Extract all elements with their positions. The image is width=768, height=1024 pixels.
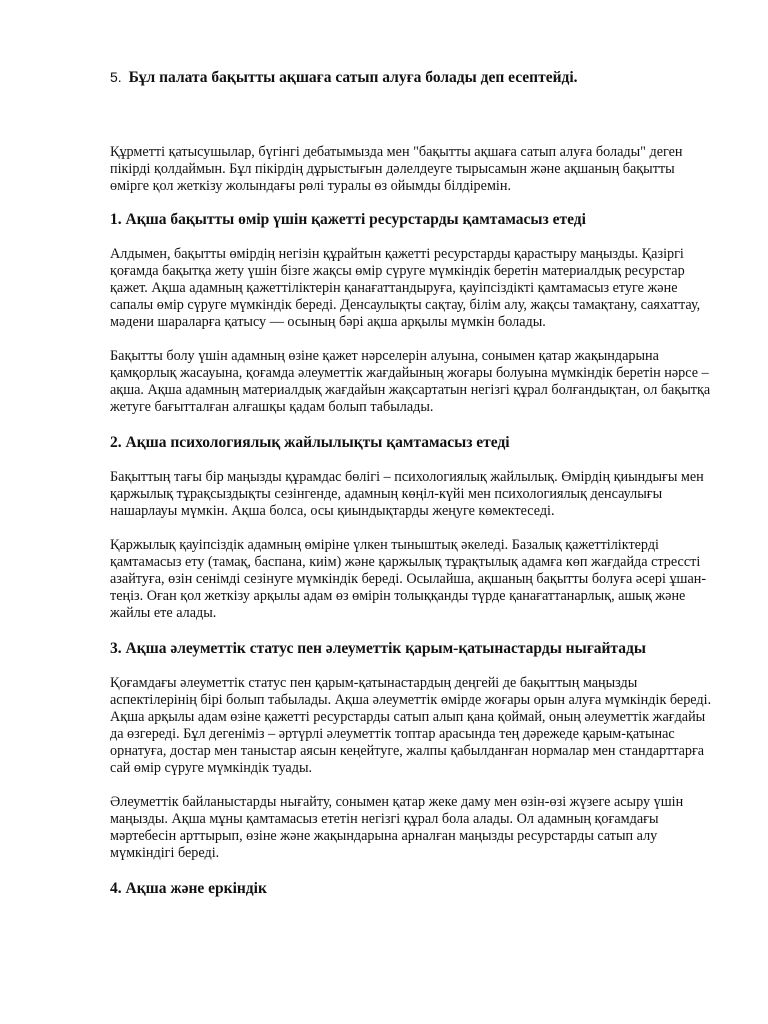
section-1-paragraph-1: Алдымен, бақытты өмірдің негізін құрайтын қажетті ресурстарды қарастыру маңызды. Қазіргі қоғамда бақытқа жету үшін бізге жақсы өмір сүруге мүмкіндік беретін материалдық ресурстар қажет. Ақша адамның қажеттіліктерін қанағаттандыруға, қауіпсіздікті қамтамасыз етуге және сапалы өмір сүруге мүмкіндік береді. Денсаулықты сақтау, білім алу, жақсы тамақтану, саяхаттау, мәдени шараларға қатысу — осының бәрі ақша арқылы мүмкін болады. xyxy=(110,246,701,330)
section-2-paragraph-2: Қаржылық қауіпсіздік адамның өміріне үлкен тыныштық әкеледі. Базалық қажеттіліктерді қамтамасыз ету (тамақ, баспана, киім) және қаржылық тұрақтылық адамға көп жағдайда стрессті азайтуға, өзін сенімді сезінуге мүмкіндік береді. Осылайша, ақшаның бақытты болуға әсері ұшан-теңіз. Оған қол жеткізу арқылы адам өз өмірін толыққанды түрде қанағаттанарлық, ашық және жайлы ете алады. xyxy=(110,537,707,621)
document-page xyxy=(110,66,712,915)
section-4-heading: 4. Ақша және еркіндік xyxy=(110,880,267,897)
section-1-paragraph-2: Бақытты болу үшін адамның өзіне қажет нәрселерін алуына, сонымен қатар жақындарына қамқорлық жасауына, қоғамда әлеуметтік жағдайының жоғары болуына мүмкіндік беретін нәрсе – ақша. Ақша адамның материалдық жағдайын жақсартатын негізгі құрал болғандықтан, ол бақытқа жетуге бағытталған алғашқы қадам болып табылады. xyxy=(110,348,711,415)
title-text: Бұл палата бақытты ақшаға сатып алуға болады деп есептейді. xyxy=(128,69,578,86)
document-title xyxy=(110,66,712,89)
section-3-heading: 3. Ақша әлеуметтік статус пен әлеуметтік қарым-қатынастарды нығайтады xyxy=(110,640,646,657)
section-3-paragraph-1: Қоғамдағы әлеуметтік статус пен қарым-қатынастардың деңгейі де бақыттың маңызды аспектілерінің бірі болып табылады. Ақша әлеуметтік өмірде жоғары орын алуға мүмкіндік береді. Ақша арқылы адам өзіне қажетті ресурстарды сатып алып қана қоймай, оның әлеуметтік жағдайы да өзгереді. Бұл дегеніміз – әртүрлі әлеуметтік топтар арасында тең дәрежеде қарым-қатынас орнатуға, достар мен таныстар аясын кеңейтуге, жалпы қабылданған нормалар мен стандарттарға сай өмір сүруге мүмкіндік туады. xyxy=(110,675,712,776)
section-3-paragraph-2: Әлеуметтік байланыстарды нығайту, сонымен қатар жеке даму мен өзін-өзі жүзеге асыру үшін маңызды. Ақша мұны қамтамасыз ететін негізгі құрал бола алады. Ол адамның қоғамдағы мәртебесін арттырып, өзіне және жақындарына арналған маңызды ресурстарды сатып алу мүмкіндігі береді. xyxy=(110,794,684,861)
section-2-paragraph-1: Бақыттың тағы бір маңызды құрамдас бөлігі – психологиялық жайлылық. Өмірдің қиындығы мен қаржылық тұрақсыздықты сезінгенде, адамның көңіл-күйі мен психологиялық денсаулығы нашарлауы мүмкін. Ақша болса, осы қиындықтарды жеңуге көмектеседі. xyxy=(110,469,704,519)
section-2-heading: 2. Ақша психологиялық жайлылықты қамтамасыз етеді xyxy=(110,434,510,451)
section-1-heading: 1. Ақша бақытты өмір үшін қажетті ресурстарды қамтамасыз етеді xyxy=(110,211,586,228)
title-number: 5. xyxy=(110,69,122,85)
intro-paragraph: Құрметті қатысушылар, бүгінгі дебатымызда мен "бақытты ақшаға сатып алуға болады" деген пікірді қолдаймын. Бұл пікірдің дұрыстығын дәлелдеуге тырысамын және ақшаның бақытты өмірге қол жеткізу жолындағы рөлі туралы өз ойымды білдіремін. xyxy=(110,144,683,194)
